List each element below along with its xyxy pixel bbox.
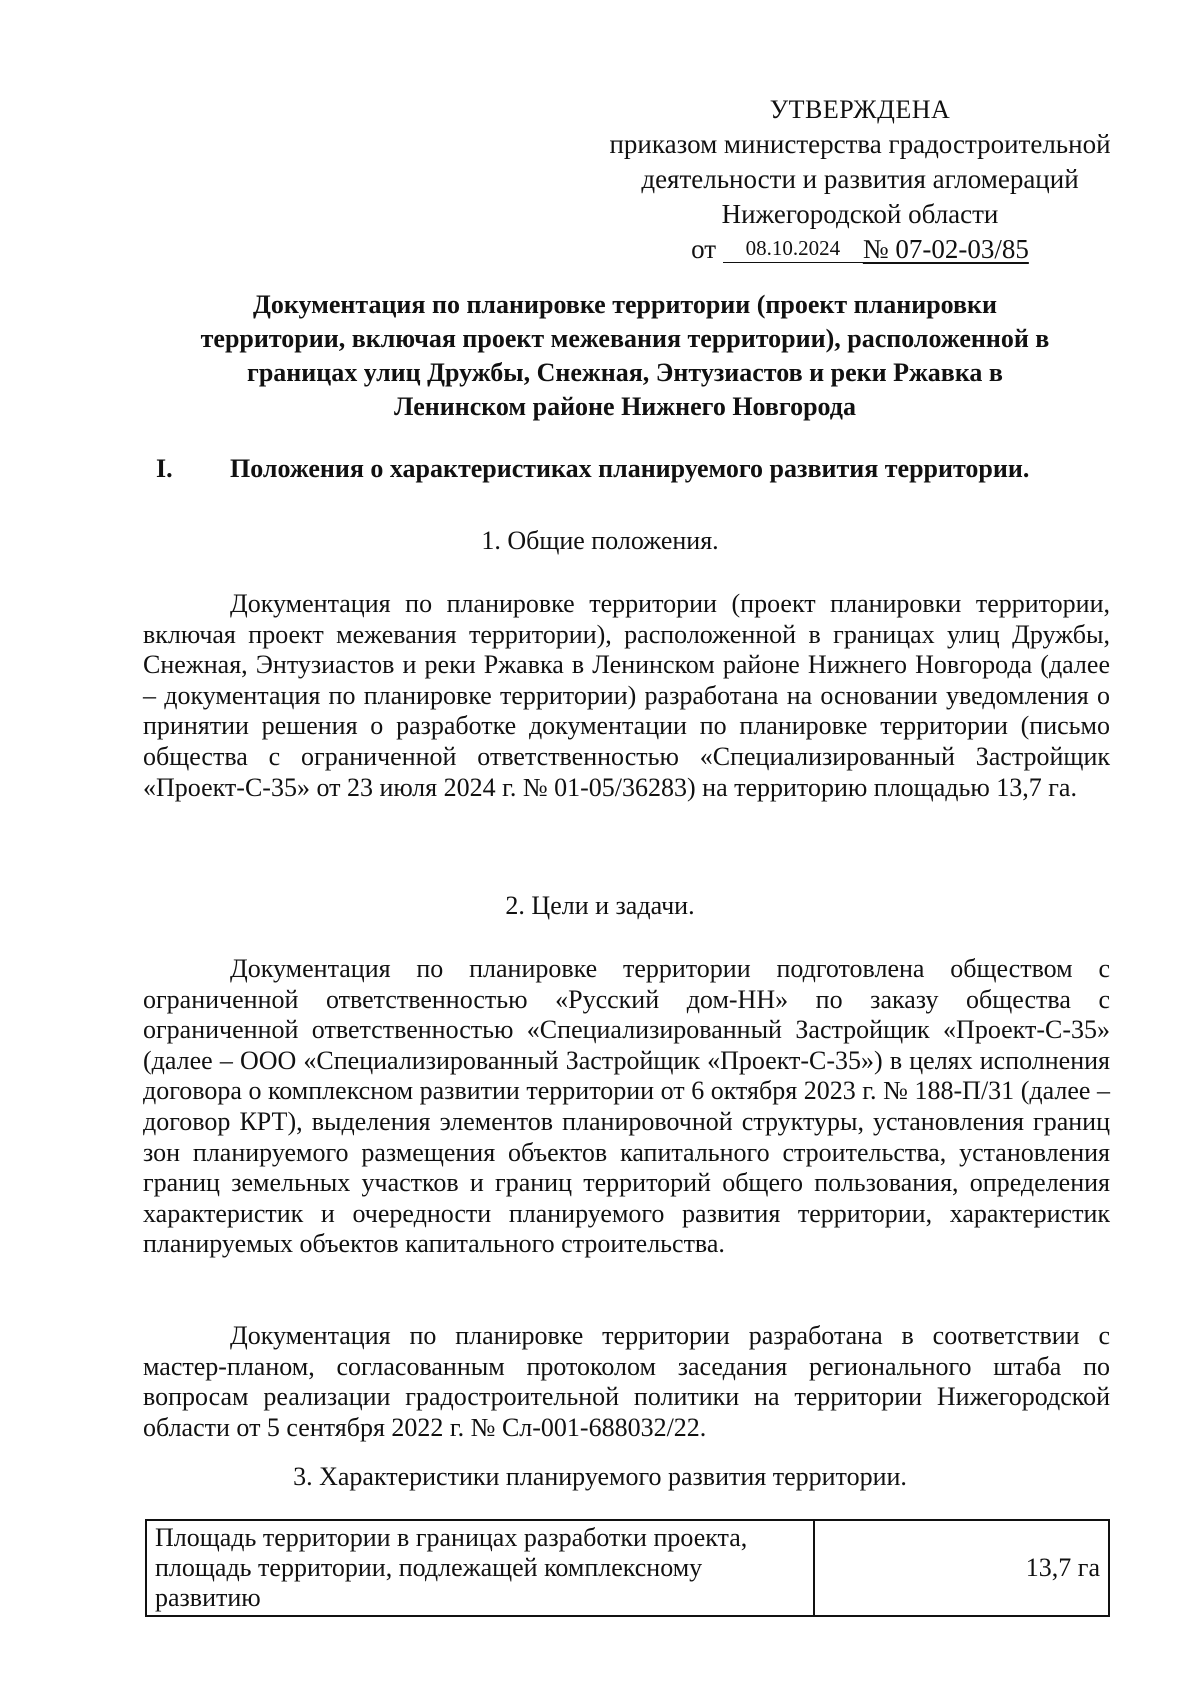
document-title (140, 288, 1110, 424)
title-line: Документация по планировке территории (проект планировки (252, 290, 998, 319)
approval-stamp: УТВЕРЖДЕНА (769, 95, 951, 124)
approval-line: приказом министерства градостроительной (609, 129, 1111, 159)
table-row (146, 1520, 1109, 1616)
approval-line: Нижегородской области (721, 199, 999, 229)
general-provisions-paragraph: Документация по планировке территории (проект планировки территории, включая проект межевания территории), расположенной в границах улиц Дружбы, Снежная, Энтузиастов и реки Ржавка в Ленинском районе Нижнего Новгорода (далее – документация по планировке территории) разработана на основании уведомления о принятии решения о разработке документации по планировке территории (письмо общества с ограниченной ответственностью «Специализированный Застройщик «Проект-С-35» от 23 июля 2024 г. № 01-05/36283) на территорию площадью 13,7 га. (143, 589, 1110, 802)
general-provisions-heading: 1. Общие положения. (481, 526, 719, 555)
approval-block (590, 92, 1130, 267)
master-plan-paragraph: Документация по планировке территории разработана в соответствии с мастер-планом, согласованным протоколом заседания регионального штаба по вопросам реализации градостроительной политики на территории Нижегородской области от 5 сентября 2022 г. № Сл-001-688032/22. (143, 1321, 1110, 1442)
approval-date: 08.10.2024 (723, 234, 863, 263)
section-title: Положения о характеристиках планируемого развития территории. (230, 454, 1030, 483)
characteristics-heading: 3. Характеристики планируемого развития территории. (293, 1462, 907, 1491)
goals-paragraph: Документация по планировке территории подготовлена обществом с ограниченной ответственностью «Русский дом-НН» по заказу общества с ограниченной ответственностью «Специализированный Застройщик «Проект-С-35» (далее – ООО «Специализированный Застройщик «Проект-С-35») в целях исполнения договора о комплексном развитии территории от 6 октября 2023 г. № 188-П/31 (далее – договор КРТ), выделения элементов планировочной структуры, установления границ зон планируемого размещения объектов капитального строительства, установления границ земельных участков и границ территорий общего пользования, определения характеристик и очередности планируемого развития территории, характеристик планируемых объектов капитального строительства. (143, 954, 1110, 1259)
section-number: I. (156, 454, 173, 483)
section-heading (156, 452, 1116, 486)
table-cell-parameter: Площадь территории в границах разработки проекта, площадь территории, подлежащей комплексному развитию (146, 1520, 814, 1616)
title-line: территории, включая проект межевания территории), расположенной в (200, 324, 1050, 353)
approval-date-line (590, 232, 1130, 267)
goals-heading: 2. Цели и задачи. (505, 891, 695, 920)
characteristics-table (145, 1519, 1110, 1617)
approval-number: № 07-02-03/85 (862, 234, 1029, 264)
date-prefix: от (691, 234, 717, 264)
title-line: границах улиц Дружбы, Снежная, Энтузиастов и реки Ржавка в (247, 358, 1003, 387)
approval-line: деятельности и развития агломераций (641, 164, 1079, 194)
table-cell-value: 13,7 га (814, 1520, 1109, 1616)
title-line: Ленинском районе Нижнего Новгорода (394, 392, 856, 421)
